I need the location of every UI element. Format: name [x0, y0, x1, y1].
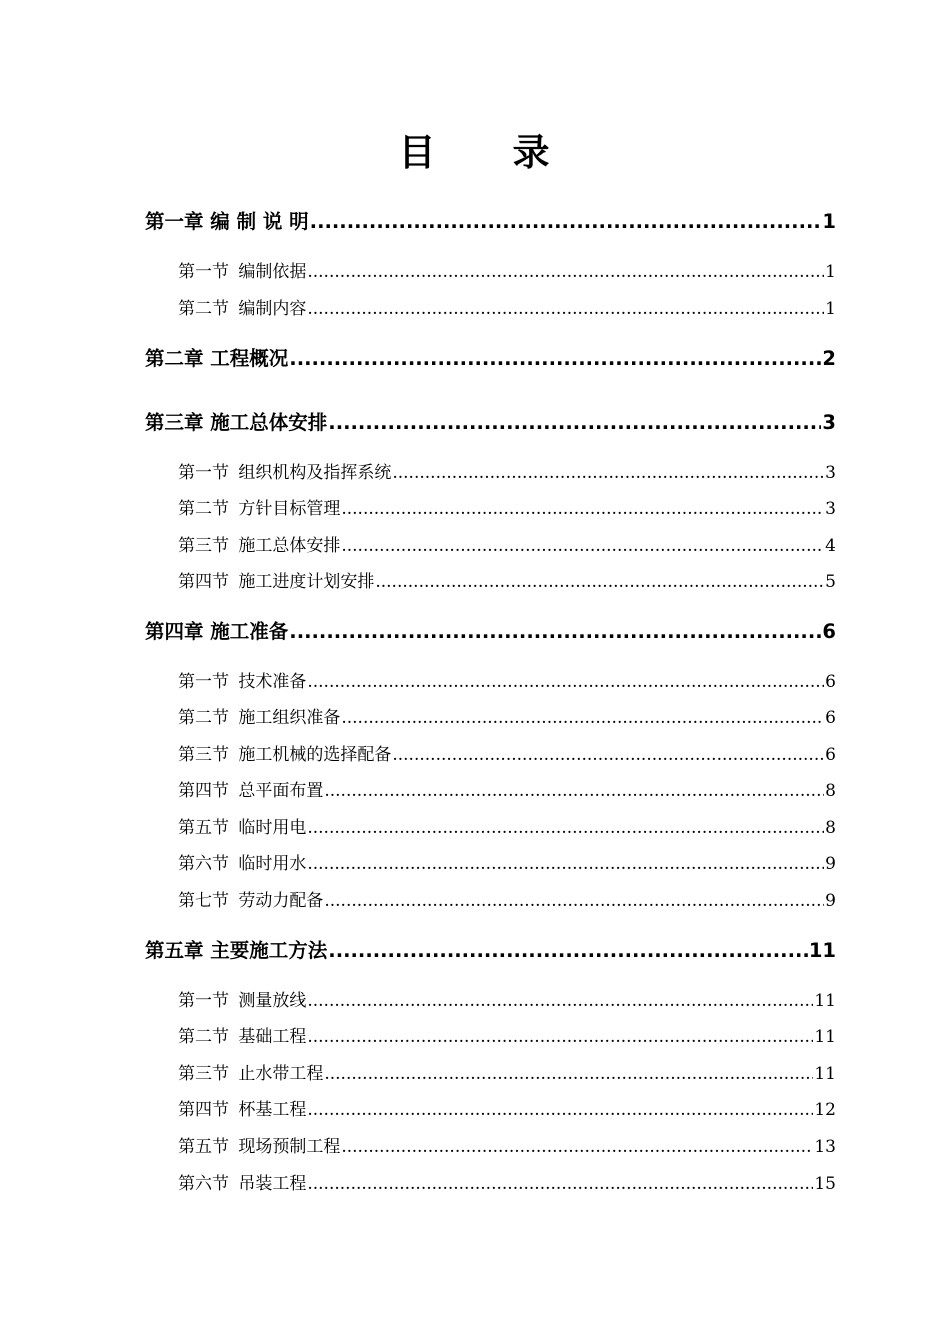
- section-number: 第一节: [178, 463, 229, 483]
- section-title: 基础工程: [238, 1027, 307, 1047]
- toc-section[interactable]: [178, 296, 836, 322]
- section-label: [178, 1171, 306, 1197]
- toc-section[interactable]: [178, 778, 836, 804]
- section-page-number: 11: [814, 1064, 836, 1084]
- section-number: 第一节: [178, 991, 229, 1011]
- toc-section[interactable]: [178, 1171, 836, 1197]
- dot-leader: [324, 888, 824, 914]
- section-title: 劳动力配备: [238, 891, 324, 911]
- dot-leader: [341, 533, 824, 559]
- dot-leader: [392, 742, 824, 768]
- section-page-number: 9: [825, 891, 836, 911]
- section-title: 编制内容: [238, 299, 307, 319]
- toc-chapter-5[interactable]: [145, 936, 836, 966]
- toc-section[interactable]: [178, 815, 836, 841]
- dot-leader: [307, 1097, 813, 1123]
- dot-leader: [324, 1061, 813, 1087]
- section-page-number: 13: [814, 1137, 836, 1157]
- section-label: [178, 988, 306, 1014]
- toc-section[interactable]: [178, 851, 836, 877]
- toc-section[interactable]: [178, 496, 836, 522]
- section-number: 第六节: [178, 1174, 229, 1194]
- dot-leader: [307, 296, 824, 322]
- chapter-label: 第二章 工程概况: [145, 347, 289, 370]
- section-page-number: 1: [825, 299, 836, 319]
- section-label: [178, 569, 374, 595]
- toc-section[interactable]: [178, 1134, 836, 1160]
- dot-leader: [324, 778, 824, 804]
- section-title: 临时用电: [238, 818, 307, 838]
- dot-leader: [341, 496, 824, 522]
- section-label: [178, 296, 306, 322]
- section-title: 测量放线: [238, 991, 307, 1011]
- section-page-number: 3: [825, 499, 836, 519]
- chapter-label: 第四章 施工准备: [145, 620, 289, 643]
- section-number: 第四节: [178, 1100, 229, 1120]
- chapter-label: 第五章 主要施工方法: [145, 939, 328, 962]
- section-number: 第三节: [178, 536, 229, 556]
- dot-leader: [289, 344, 821, 374]
- dot-leader: [328, 408, 821, 438]
- toc-section[interactable]: [178, 705, 836, 731]
- section-page-number: 11: [814, 991, 836, 1011]
- section-label: [178, 460, 391, 486]
- section-label: [178, 259, 306, 285]
- chapter-page-number: 2: [822, 347, 836, 370]
- dot-leader: [375, 569, 824, 595]
- section-title: 总平面布置: [238, 781, 324, 801]
- section-number: 第七节: [178, 891, 229, 911]
- section-number: 第二节: [178, 299, 229, 319]
- section-title: 现场预制工程: [238, 1137, 341, 1157]
- section-number: 第四节: [178, 572, 229, 592]
- section-number: 第三节: [178, 1064, 229, 1084]
- section-title: 施工组织准备: [238, 708, 341, 728]
- section-title: 吊装工程: [238, 1174, 307, 1194]
- section-label: [178, 778, 323, 804]
- toc-section[interactable]: [178, 259, 836, 285]
- dot-leader: [307, 1024, 813, 1050]
- section-label: [178, 851, 306, 877]
- section-title: 组织机构及指挥系统: [238, 463, 392, 483]
- chapter-label: 第三章 施工总体安排: [145, 411, 328, 434]
- toc-section[interactable]: [178, 569, 836, 595]
- dot-leader: [307, 988, 813, 1014]
- dot-leader: [307, 851, 824, 877]
- section-title: 施工进度计划安排: [238, 572, 375, 592]
- chapter-page-number: 1: [822, 210, 836, 233]
- section-number: 第二节: [178, 499, 229, 519]
- section-number: 第二节: [178, 708, 229, 728]
- dot-leader: [307, 1171, 813, 1197]
- toc-chapter-4[interactable]: [145, 617, 836, 647]
- toc-chapter-1[interactable]: [145, 207, 836, 237]
- toc-section[interactable]: [178, 742, 836, 768]
- chapter-label: 第一章 编 制 说 明: [145, 210, 309, 233]
- section-number: 第五节: [178, 818, 229, 838]
- dot-leader: [307, 259, 824, 285]
- section-number: 第二节: [178, 1027, 229, 1047]
- section-page-number: 1: [825, 262, 836, 282]
- section-label: [178, 669, 306, 695]
- section-number: 第三节: [178, 745, 229, 765]
- toc-section[interactable]: [178, 669, 836, 695]
- dot-leader: [328, 936, 808, 966]
- section-page-number: 15: [814, 1174, 836, 1194]
- dot-leader: [310, 207, 822, 237]
- toc-section[interactable]: [178, 533, 836, 559]
- chapter-page-number: 11: [808, 939, 836, 962]
- section-label: [178, 1061, 323, 1087]
- section-title: 施工总体安排: [238, 536, 341, 556]
- section-number: 第五节: [178, 1137, 229, 1157]
- title-char-1: 目: [398, 131, 438, 174]
- section-title: 止水带工程: [238, 1064, 324, 1084]
- toc-section[interactable]: [178, 888, 836, 914]
- section-title: 技术准备: [238, 672, 307, 692]
- section-page-number: 8: [825, 818, 836, 838]
- section-page-number: 11: [814, 1027, 836, 1047]
- section-title: 方针目标管理: [238, 499, 341, 519]
- section-page-number: 6: [825, 745, 836, 765]
- section-page-number: 8: [825, 781, 836, 801]
- toc-section[interactable]: [178, 1024, 836, 1050]
- toc-section[interactable]: [178, 1061, 836, 1087]
- section-label: [178, 888, 323, 914]
- section-number: 第六节: [178, 854, 229, 874]
- dot-leader: [341, 705, 824, 731]
- section-title: 临时用水: [238, 854, 307, 874]
- section-label: [178, 1097, 306, 1123]
- toc-section[interactable]: [178, 988, 836, 1014]
- section-number: 第一节: [178, 262, 229, 282]
- dot-leader: [307, 669, 824, 695]
- toc-section[interactable]: [178, 460, 836, 486]
- dot-leader: [307, 815, 824, 841]
- chapter-page-number: 3: [822, 411, 836, 434]
- section-page-number: 5: [825, 572, 836, 592]
- section-title: 杯基工程: [238, 1100, 307, 1120]
- toc-chapter-2[interactable]: [145, 344, 836, 374]
- section-page-number: 6: [825, 672, 836, 692]
- dot-leader: [392, 460, 824, 486]
- section-page-number: 6: [825, 708, 836, 728]
- toc-section[interactable]: [178, 1097, 836, 1123]
- dot-leader: [341, 1134, 813, 1160]
- section-label: [178, 1024, 306, 1050]
- section-page-number: 9: [825, 854, 836, 874]
- section-label: [178, 1134, 340, 1160]
- section-number: 第一节: [178, 672, 229, 692]
- page-title: [0, 128, 950, 178]
- section-label: [178, 742, 391, 768]
- section-title: 施工机械的选择配备: [238, 745, 392, 765]
- dot-leader: [289, 617, 821, 647]
- chapter-page-number: 6: [822, 620, 836, 643]
- title-char-2: 录: [512, 131, 552, 174]
- section-title: 编制依据: [238, 262, 307, 282]
- section-page-number: 4: [825, 536, 836, 556]
- toc-chapter-3[interactable]: [145, 408, 836, 438]
- section-page-number: 12: [814, 1100, 836, 1120]
- section-label: [178, 533, 340, 559]
- section-label: [178, 815, 306, 841]
- section-label: [178, 705, 340, 731]
- section-number: 第四节: [178, 781, 229, 801]
- section-label: [178, 496, 340, 522]
- section-page-number: 3: [825, 463, 836, 483]
